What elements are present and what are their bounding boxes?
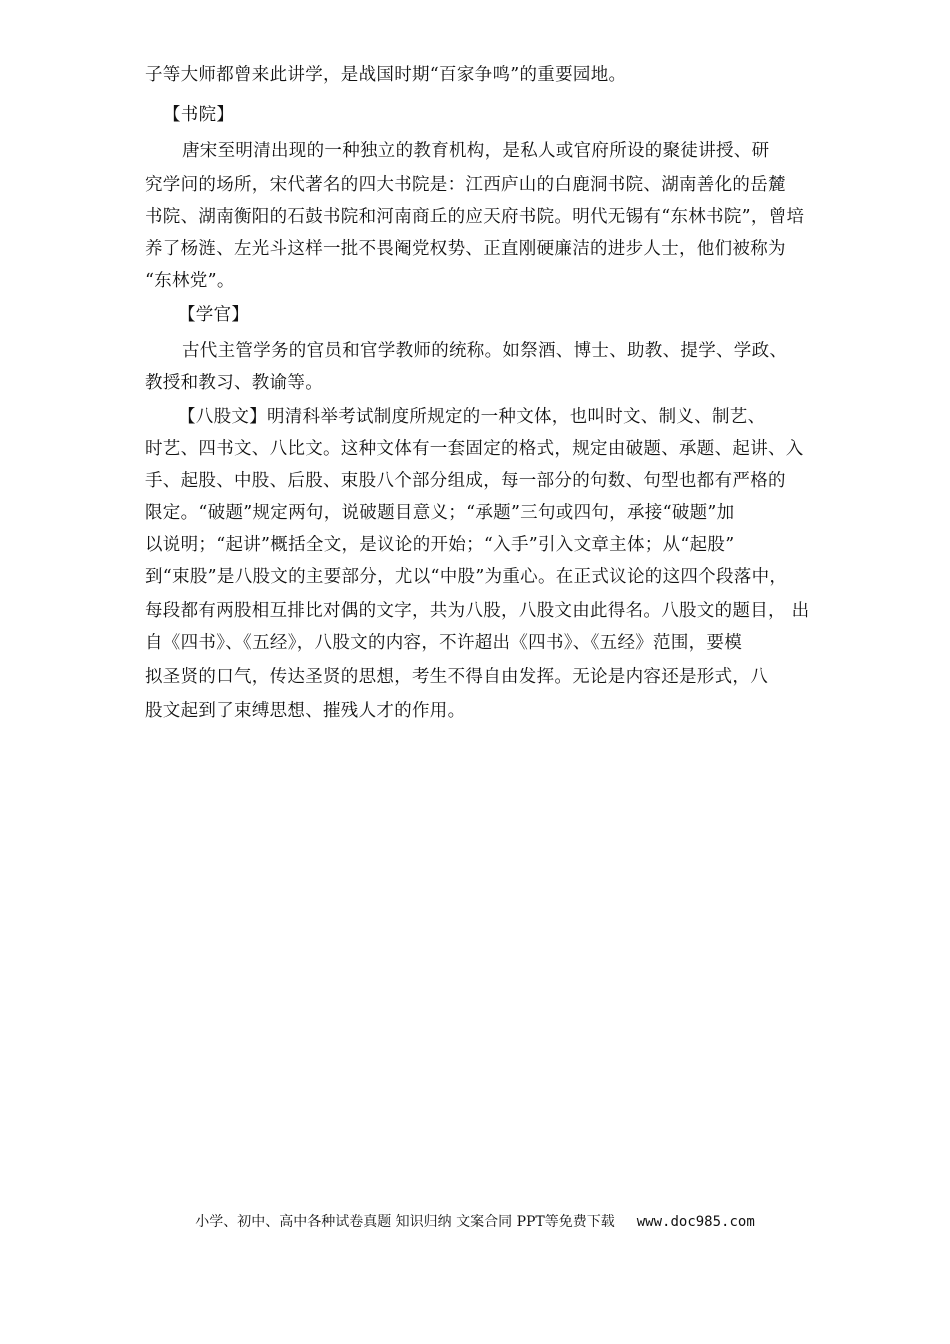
text-line: 子等大师都曾来此讲学，是战国时期“百家争鸣”的重要园地。 — [145, 65, 627, 85]
text-line: 古代主管学务的官员和官学教师的统称。如祭酒、博士、助教、提学、学政、 — [182, 341, 788, 361]
text-line: 书院、湖南衡阳的石鼓书院和河南商丘的应天府书院。明代无锡有“东林书院”，曾培 — [145, 207, 805, 227]
text-line: 自《四书》、《五经》，八股文的内容，不许超出《四书》、《五经》范围，要模 — [145, 633, 743, 653]
text-line: 手、起股、中股、后股、束股八个部分组成，每一部分的句数、句型也都有严格的 — [145, 471, 786, 491]
text-line: 以说明；“起讲”概括全文，是议论的开始；“入手”引入文章主体；从“起股” — [145, 535, 735, 555]
text-line: 究学问的场所，宋代著名的四大书院是：江西庐山的白鹿洞书院、湖南善化的岳麓 — [145, 175, 786, 195]
text-line: 每段都有两股相互排比对偶的文字，共为八股，八股文由此得名。八股文的题目， 出 — [145, 601, 810, 621]
page-footer — [0, 1212, 950, 1232]
text-line: 限定。“破题”规定两句，说破题目意义；“承题”三句或四句，承接“破题”加 — [145, 503, 735, 523]
text-line: 时艺、四书文、八比文。这种文体有一套固定的格式，规定由破题、承题、起讲、入 — [145, 439, 804, 459]
section-heading-xueguan: 【学官】 — [178, 305, 250, 325]
text-line: 股文起到了束缚思想、摧残人才的作用。 — [145, 701, 466, 721]
footer-url[interactable]: www.doc985.com — [636, 1214, 755, 1230]
section-heading-shuyuan: 【书院】 — [163, 105, 235, 125]
section-heading-baguwen: 【八股文】明清科举考试制度所规定的一种文体，也叫时文、制义、制艺、 — [178, 407, 766, 427]
footer-text: 小学、初中、高中各种试卷真题 知识归纳 文案合同 PPT等免费下载 — [195, 1214, 615, 1230]
text-line: 唐宋至明清出现的一种独立的教育机构，是私人或官府所设的聚徒讲授、研 — [182, 141, 770, 161]
text-line: 教授和教习、教谕等。 — [145, 373, 323, 393]
text-line: 养了杨涟、左光斗这样一批不畏阉党权势、正直刚硬廉洁的进步人士，他们被称为 — [145, 239, 786, 259]
text-line: 拟圣贤的口气，传达圣贤的思想，考生不得自由发挥。无论是内容还是形式，八 — [145, 667, 768, 687]
text-line: 到“束股”是八股文的主要部分，尤以“中股”为重心。在正式议论的这四个段落中， — [145, 567, 788, 587]
text-line: “东林党”。 — [145, 271, 235, 291]
